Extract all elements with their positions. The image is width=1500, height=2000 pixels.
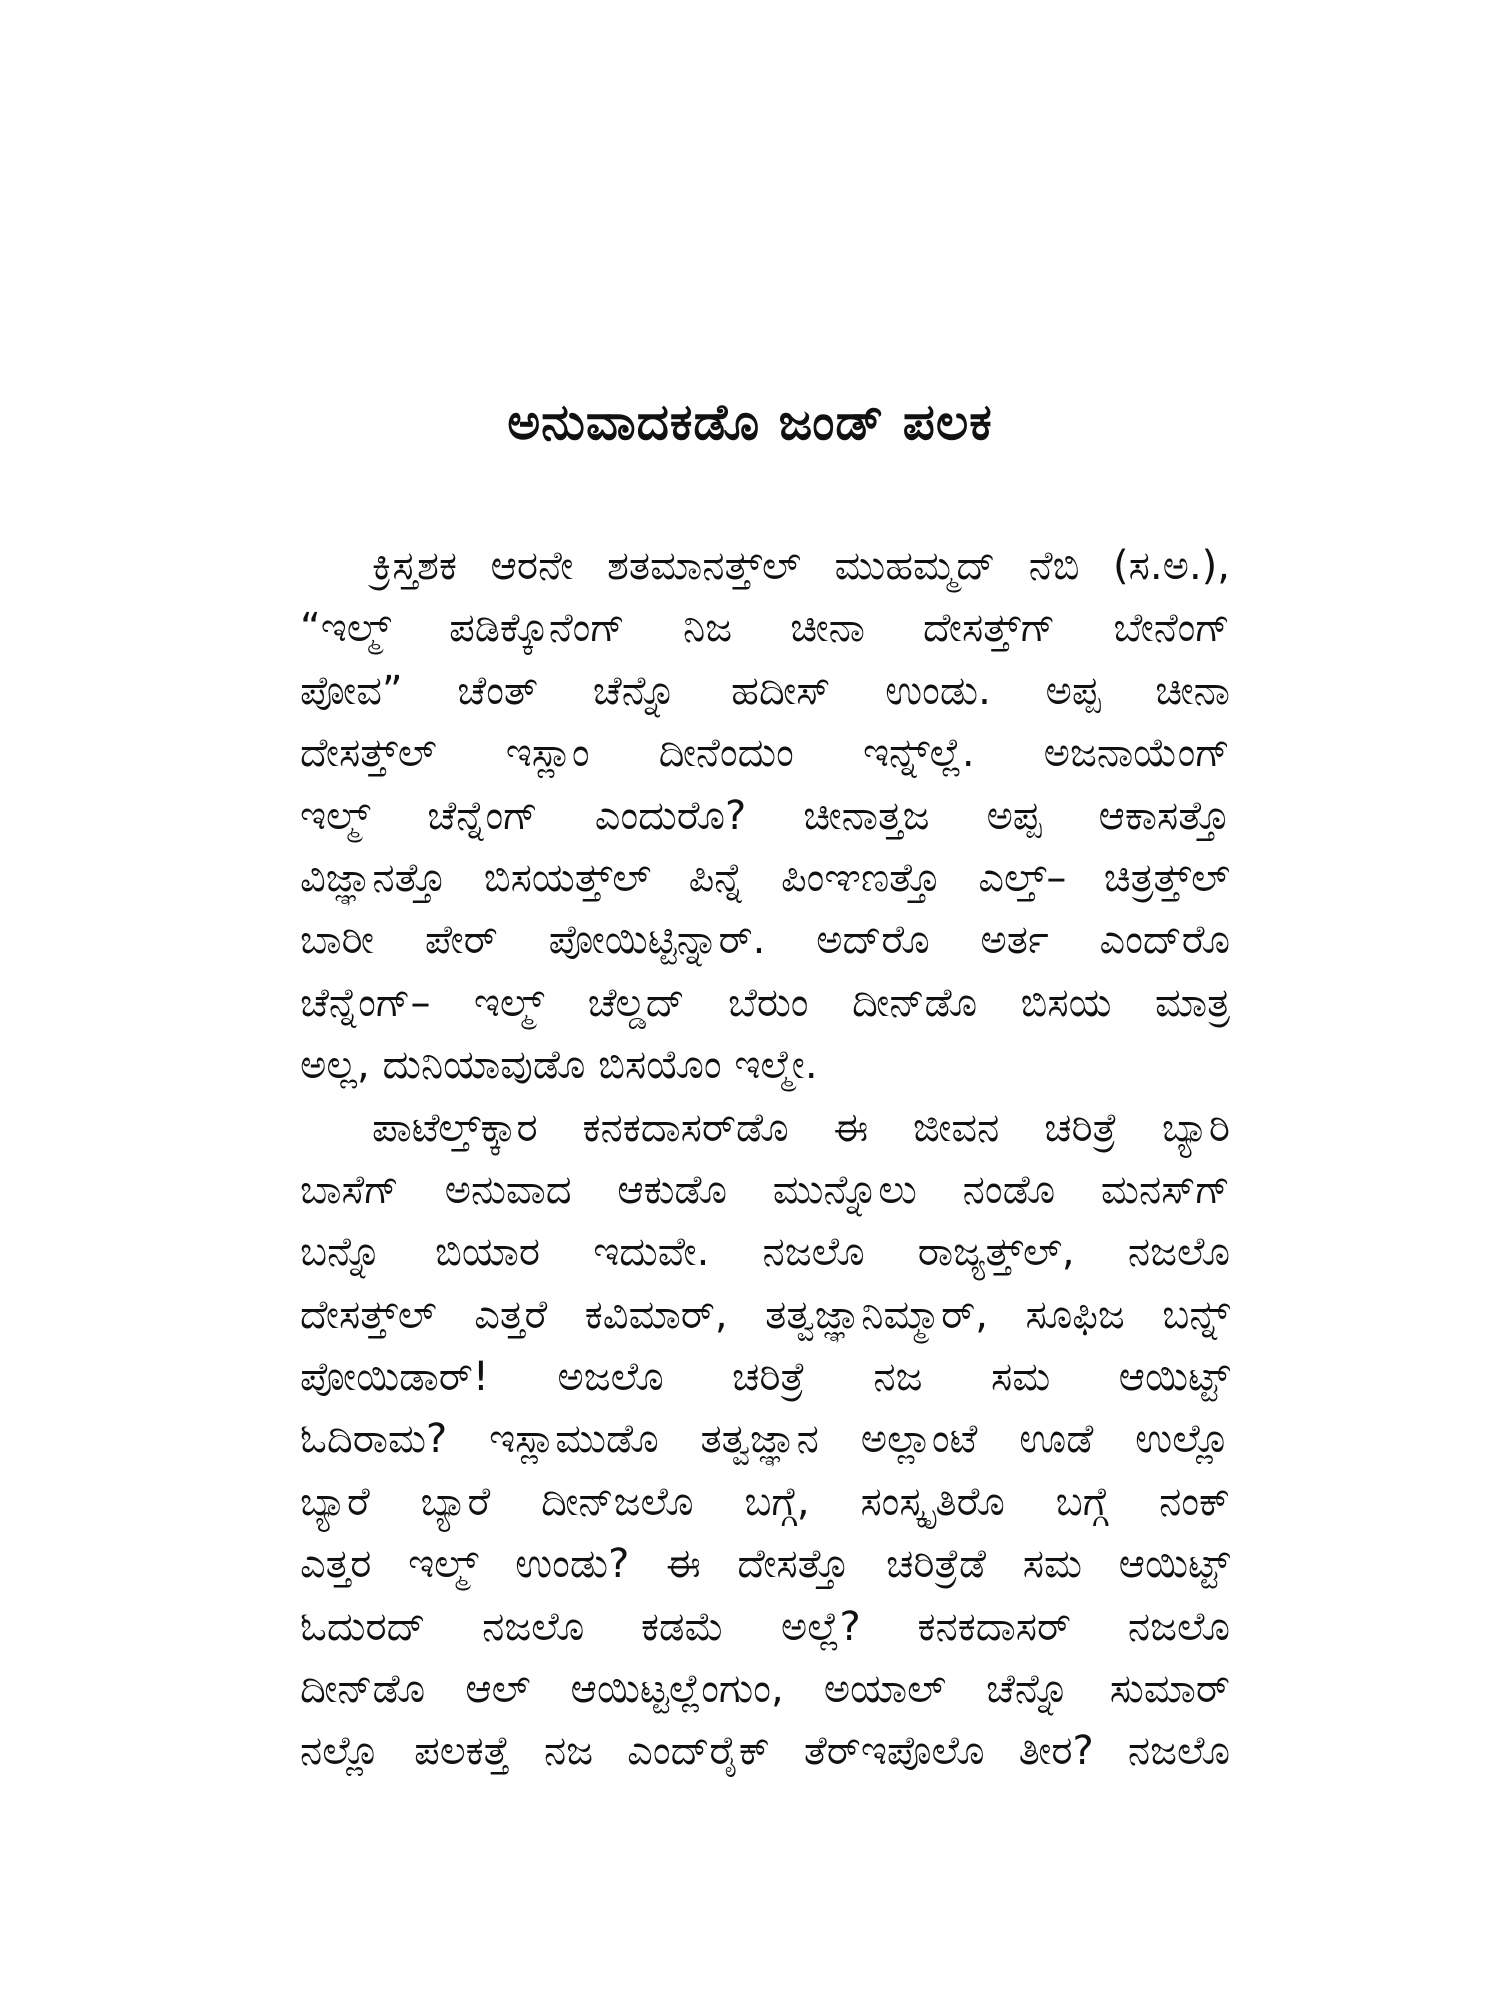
text-line: ನಲ್ಲೊ ಪಲಕತ್ತೆ ನಜ ಎಂದ್‌ರೈಕ್ ತೆರ್‌ಇಪೊಲೊ ತೀರ? ನಜಲೊ — [300, 1728, 1230, 1775]
text-line: ಪೋಯಿಡಾರ್! ಅಜಲೊ ಚರಿತ್ರೆ ನಜ ಸಮ ಆಯಿಟ್ಟ್ — [300, 1354, 1230, 1401]
text-line: ಬಾರೀ ಪೇರ್ ಪೋಯಿಟ್ಟಿನ್ನಾರ್. ಅದ್‌ರೊ ಅರ್ತ ಎಂದ್‌ರೊ — [300, 917, 1230, 964]
text-line: ಬ್ಯಾರೆ ಬ್ಯಾರೆ ದೀನ್‌ಜಲೊ ಬಗ್ಗೆ, ಸಂಸ್ಕೃತಿರೊ ಬಗ್ಗೆ ನಂಕ್ — [300, 1478, 1230, 1525]
text-line: ಓದಿರಾಮ? ಇಸ್ಲಾಮುಡೊ ತತ್ವಜ್ಞಾನ ಅಲ್ಲಾಂಟೆ ಊಡೆ ಉಲ್ಲೊ — [300, 1416, 1230, 1463]
text-line: ಬನ್ನೊ ಬಿಯಾರ ಇದುವೇ. ನಜಲೊ ರಾಜ್ಯತ್ತ್‌ಲ್, ನಜಲೊ — [300, 1229, 1230, 1276]
text-line: ಪಾಟೆಲ್ತ್‌ಕ್ಕಾರ ಕನಕದಾಸರ್‌ಡೊ ಈ ಜೀವನ ಚರಿತ್ರೆ ಬ್ಯಾರಿ — [372, 1104, 1230, 1151]
text-line: ಪೋವ” ಚೆಂತ್ ಚೆನ್ನೊ ಹದೀಸ್ ಉಂಡು. ಅಪ್ಪ ಚೀನಾ — [300, 667, 1230, 714]
body-text — [300, 535, 1230, 1783]
text-line: ಇಲ್ಮ್ ಚೆನ್ನೆಂಗ್ ಎಂದುರೊ? ಚೀನಾತ್ತಜ ಅಪ್ಪ ಆಕಾಸತ್ತೊ — [300, 792, 1230, 839]
text-line: ದೀನ್‌ಡೊ ಆಲ್ ಆಯಿಟ್ಟಲ್ಲೆಂಗುಂ, ಅಯಾಲ್ ಚೆನ್ನೊ ಸುಮಾರ್ — [300, 1666, 1230, 1713]
text-line: ಎತ್ತರ ಇಲ್ಮ್ ಉಂಡು? ಈ ದೇಸತ್ತೊ ಚರಿತ್ರೆಡೆ ಸಮ ಆಯಿಟ್ಟ್ — [300, 1541, 1230, 1588]
text-line: ಚೆನ್ನೆಂಗ್– ಇಲ್ಮ್ ಚೆಲ್ಡದ್ ಬೆರುಂ ದೀನ್‌ಡೊ ಬಿಸಯ ಮಾತ್ರ — [300, 979, 1230, 1026]
text-line: ಬಾಸೆಗ್ ಅನುವಾದ ಆಕುಡೊ ಮುನ್ನೊಲು ನಂಡೊ ಮನಸ್‌ಗ್ — [300, 1166, 1230, 1213]
text-line: “ಇಲ್ಮ್ ಪಡಿಕ್ಕೊನೆಂಗ್ ನಿಜ ಚೀನಾ ದೇಸತ್ತ್‌ಗ್ ಬೇನೆಂಗ್ — [300, 605, 1230, 652]
text-line: ಅಲ್ಲ, ದುನಿಯಾವುಡೊ ಬಿಸಯೊಂ ಇಲ್ಮೇ. — [300, 1042, 818, 1089]
text-line: ವಿಜ್ಞಾನತ್ತೊ ಬಿಸಯತ್ತ್‌ಲ್ ಪಿನ್ನೆ ಪಿಂಞಣತ್ತೊ ಎಲ್ತ್– ಚಿತ್ರತ್ತ್‌ಲ್ — [300, 854, 1230, 901]
text-line: ಕ್ರಿಸ್ತಶಕ ಆರನೇ ಶತಮಾನತ್ತ್‌ಲ್ ಮುಹಮ್ಮದ್ ನೆಬಿ (ಸ.ಅ.), — [372, 543, 1230, 589]
text-line: ಓದುರದ್ ನಜಲೊ ಕಡಮೆ ಅಲ್ಲೆ? ಕನಕದಾಸರ್ ನಜಲೊ — [300, 1603, 1230, 1650]
text-line: ದೇಸತ್ತ್‌ಲ್ ಎತ್ತರೆ ಕವಿಮಾರ್, ತತ್ವಜ್ಞಾನಿಮ್ಮಾರ್, ಸೂಫಿಜ ಬನ್ನ್ — [300, 1291, 1230, 1338]
page-title: ಅನುವಾದಕಡೊ ಜಂಡ್ ಪಲಕ — [507, 393, 993, 451]
text-line: ದೇಸತ್ತ್‌ಲ್ ಇಸ್ಲಾಂ ದೀನೆಂದುಂ ಇನ್ನ್‌ಲ್ಲೆ. ಅಜನಾಯೆಂಗ್ — [300, 730, 1230, 777]
